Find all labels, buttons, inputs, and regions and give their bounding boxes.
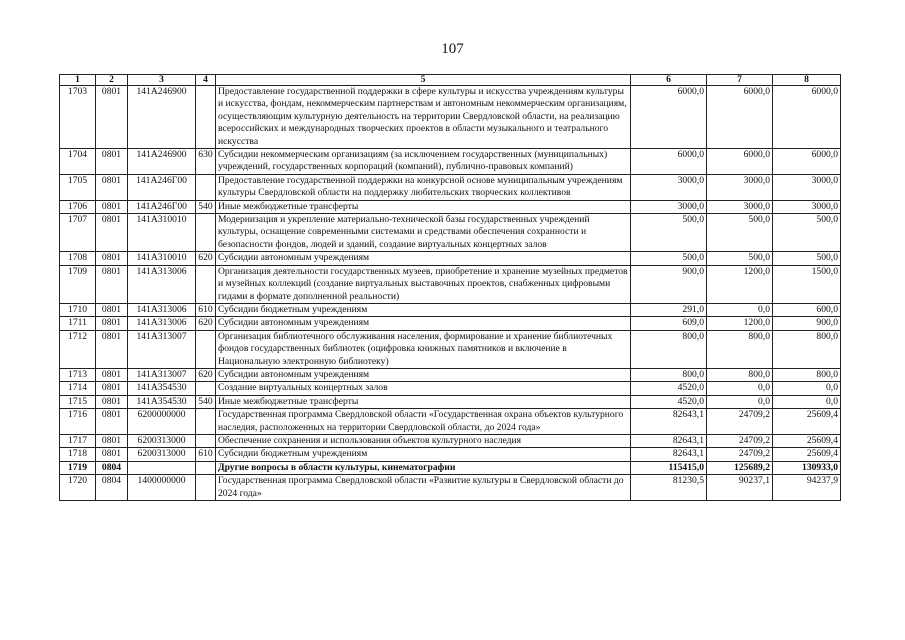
table-row — [60, 317, 841, 330]
amount-year2-cell: 24709,2 — [707, 434, 773, 447]
row-number-cell: 1703 — [60, 86, 96, 149]
header-cell: 3 — [128, 75, 196, 86]
section-code-cell: 0801 — [96, 86, 128, 149]
header-cell: 5 — [216, 75, 631, 86]
target-article-cell: 6200000000 — [128, 409, 196, 435]
target-article-cell: 141A313006 — [128, 317, 196, 330]
amount-year1-cell: 6000,0 — [631, 86, 707, 149]
table-row — [60, 382, 841, 395]
amount-year3-cell: 900,0 — [773, 317, 841, 330]
row-number-cell: 1713 — [60, 368, 96, 381]
row-number-cell: 1705 — [60, 174, 96, 200]
table-row — [60, 303, 841, 316]
amount-year1-cell: 3000,0 — [631, 200, 707, 213]
table-header-row — [60, 75, 841, 86]
description-cell: Иные межбюджетные трансферты — [216, 395, 631, 408]
table-row — [60, 252, 841, 265]
row-number-cell: 1707 — [60, 214, 96, 252]
amount-year1-cell: 6000,0 — [631, 149, 707, 175]
row-number-cell: 1719 — [60, 461, 96, 474]
header-cell: 8 — [773, 75, 841, 86]
amount-year3-cell: 800,0 — [773, 330, 841, 368]
row-number-cell: 1714 — [60, 382, 96, 395]
amount-year3-cell: 25609,4 — [773, 434, 841, 447]
table-row — [60, 475, 841, 501]
row-number-cell: 1706 — [60, 200, 96, 213]
amount-year1-cell: 800,0 — [631, 330, 707, 368]
description-cell: Создание виртуальных концертных залов — [216, 382, 631, 395]
amount-year3-cell: 800,0 — [773, 368, 841, 381]
amount-year1-cell: 609,0 — [631, 317, 707, 330]
section-code-cell: 0804 — [96, 461, 128, 474]
expense-type-cell: 610 — [196, 448, 216, 461]
expense-type-cell — [196, 475, 216, 501]
section-code-cell: 0804 — [96, 475, 128, 501]
amount-year3-cell: 600,0 — [773, 303, 841, 316]
amount-year3-cell: 25609,4 — [773, 448, 841, 461]
description-cell: Иные межбюджетные трансферты — [216, 200, 631, 213]
target-article-cell: 141A310010 — [128, 252, 196, 265]
table-row — [60, 434, 841, 447]
amount-year2-cell: 3000,0 — [707, 174, 773, 200]
section-code-cell: 0801 — [96, 368, 128, 381]
description-cell: Модернизация и укрепление материально-технической базы государственных учреждений культуры, оснащение современными системами и средствами обеспечения сохранности и безопасности фондов, людей и зданий, создание виртуальных концертных залов — [216, 214, 631, 252]
amount-year2-cell: 0,0 — [707, 382, 773, 395]
row-number-cell: 1712 — [60, 330, 96, 368]
target-article-cell: 141A354530 — [128, 382, 196, 395]
table-row — [60, 409, 841, 435]
amount-year3-cell: 1500,0 — [773, 265, 841, 303]
amount-year3-cell: 3000,0 — [773, 174, 841, 200]
section-code-cell: 0801 — [96, 434, 128, 447]
amount-year3-cell: 0,0 — [773, 382, 841, 395]
section-code-cell: 0801 — [96, 409, 128, 435]
table-row — [60, 330, 841, 368]
section-code-cell: 0801 — [96, 330, 128, 368]
target-article-cell: 141A246Г00 — [128, 174, 196, 200]
amount-year1-cell: 82643,1 — [631, 409, 707, 435]
table-row — [60, 368, 841, 381]
amount-year1-cell: 500,0 — [631, 214, 707, 252]
table-row — [60, 174, 841, 200]
amount-year2-cell: 500,0 — [707, 214, 773, 252]
amount-year2-cell: 24709,2 — [707, 409, 773, 435]
table-row — [60, 200, 841, 213]
table-row — [60, 86, 841, 149]
table-row — [60, 448, 841, 461]
amount-year1-cell: 4520,0 — [631, 395, 707, 408]
amount-year2-cell: 500,0 — [707, 252, 773, 265]
amount-year2-cell: 6000,0 — [707, 149, 773, 175]
target-article-cell: 141A313007 — [128, 368, 196, 381]
description-cell: Субсидии автономным учреждениям — [216, 252, 631, 265]
expense-type-cell: 620 — [196, 368, 216, 381]
row-number-cell: 1717 — [60, 434, 96, 447]
description-cell: Предоставление государственной поддержки на конкурсной основе муниципальным учреждениям культуры Свердловской области на поддержку любительских творческих коллективов — [216, 174, 631, 200]
description-cell: Государственная программа Свердловской области «Государственная охрана объектов культурного наследия, расположенных на территории Свердловской области, до 2024 года» — [216, 409, 631, 435]
row-number-cell: 1718 — [60, 448, 96, 461]
amount-year3-cell: 6000,0 — [773, 86, 841, 149]
description-cell: Субсидии бюджетным учреждениям — [216, 303, 631, 316]
section-code-cell: 0801 — [96, 265, 128, 303]
header-cell: 4 — [196, 75, 216, 86]
amount-year1-cell: 81230,5 — [631, 475, 707, 501]
amount-year2-cell: 6000,0 — [707, 86, 773, 149]
amount-year2-cell: 3000,0 — [707, 200, 773, 213]
table-row — [60, 395, 841, 408]
target-article-cell: 141A246Г00 — [128, 200, 196, 213]
description-cell: Субсидии автономным учреждениям — [216, 317, 631, 330]
target-article-cell — [128, 461, 196, 474]
amount-year3-cell: 6000,0 — [773, 149, 841, 175]
row-number-cell: 1715 — [60, 395, 96, 408]
row-number-cell: 1716 — [60, 409, 96, 435]
amount-year2-cell: 0,0 — [707, 395, 773, 408]
amount-year3-cell: 0,0 — [773, 395, 841, 408]
section-code-cell: 0801 — [96, 174, 128, 200]
section-code-cell: 0801 — [96, 149, 128, 175]
amount-year2-cell: 1200,0 — [707, 317, 773, 330]
target-article-cell: 141A310010 — [128, 214, 196, 252]
target-article-cell: 141A313006 — [128, 265, 196, 303]
amount-year1-cell: 500,0 — [631, 252, 707, 265]
table-row — [60, 265, 841, 303]
header-cell: 2 — [96, 75, 128, 86]
expense-type-cell — [196, 461, 216, 474]
description-cell: Организация деятельности государственных музеев, приобретение и хранение музейных предметов и музейных коллекций (создание виртуальных выставочных проектов, снабженных цифровыми гидами в формате дополненной реальности) — [216, 265, 631, 303]
page-number: 107 — [441, 41, 464, 57]
section-code-cell: 0801 — [96, 200, 128, 213]
amount-year2-cell: 800,0 — [707, 330, 773, 368]
amount-year1-cell: 900,0 — [631, 265, 707, 303]
expense-type-cell — [196, 409, 216, 435]
amount-year2-cell: 800,0 — [707, 368, 773, 381]
target-article-cell: 141A354530 — [128, 395, 196, 408]
description-cell: Обеспечение сохранения и использования объектов культурного наследия — [216, 434, 631, 447]
header-cell: 6 — [631, 75, 707, 86]
description-cell: Государственная программа Свердловской области «Развитие культуры в Свердловской области до 2024 года» — [216, 475, 631, 501]
section-code-cell: 0801 — [96, 252, 128, 265]
amount-year1-cell: 115415,0 — [631, 461, 707, 474]
row-number-cell: 1711 — [60, 317, 96, 330]
expense-type-cell: 620 — [196, 317, 216, 330]
expense-type-cell — [196, 86, 216, 149]
amount-year1-cell: 800,0 — [631, 368, 707, 381]
row-number-cell: 1720 — [60, 475, 96, 501]
description-cell: Предоставление государственной поддержки в сфере культуры и искусства учреждениям культуры и искусства, фондам, некоммерческим партнерствам и автономным некоммерческим организациям, осуществляющим культурную деятельность на территории Свердловской области, на реализацию всероссийских и международных творческих проектов в области музыкального и театрального искусства — [216, 86, 631, 149]
row-number-cell: 1710 — [60, 303, 96, 316]
amount-year1-cell: 4520,0 — [631, 382, 707, 395]
amount-year3-cell: 500,0 — [773, 214, 841, 252]
description-cell: Субсидии автономным учреждениям — [216, 368, 631, 381]
amount-year3-cell: 3000,0 — [773, 200, 841, 213]
expense-type-cell — [196, 434, 216, 447]
amount-year1-cell: 3000,0 — [631, 174, 707, 200]
description-cell: Субсидии некоммерческим организациям (за исключением государственных (муниципальных) учреждений, государственных корпораций (компаний), публично-правовых компаний) — [216, 149, 631, 175]
amount-year3-cell: 25609,4 — [773, 409, 841, 435]
amount-year2-cell: 1200,0 — [707, 265, 773, 303]
expense-type-cell — [196, 214, 216, 252]
amount-year1-cell: 82643,1 — [631, 448, 707, 461]
expense-type-cell: 540 — [196, 395, 216, 408]
amount-year3-cell: 500,0 — [773, 252, 841, 265]
row-number-cell: 1704 — [60, 149, 96, 175]
expense-type-cell: 540 — [196, 200, 216, 213]
row-number-cell: 1709 — [60, 265, 96, 303]
budget-table — [59, 74, 841, 501]
amount-year1-cell: 82643,1 — [631, 434, 707, 447]
expense-type-cell: 630 — [196, 149, 216, 175]
header-cell: 7 — [707, 75, 773, 86]
expense-type-cell — [196, 330, 216, 368]
target-article-cell: 141A246900 — [128, 149, 196, 175]
section-code-cell: 0801 — [96, 303, 128, 316]
amount-year2-cell: 0,0 — [707, 303, 773, 316]
amount-year2-cell: 90237,1 — [707, 475, 773, 501]
row-number-cell: 1708 — [60, 252, 96, 265]
target-article-cell: 6200313000 — [128, 448, 196, 461]
target-article-cell: 141A313006 — [128, 303, 196, 316]
target-article-cell: 141A313007 — [128, 330, 196, 368]
section-code-cell: 0801 — [96, 317, 128, 330]
description-cell: Организация библиотечного обслуживания населения, формирование и хранение библиотечных фондов государственных библиотек (оцифровка книжных памятников и включение в Национальную электронную библиотеку) — [216, 330, 631, 368]
table-row — [60, 149, 841, 175]
table-row — [60, 214, 841, 252]
expense-type-cell: 610 — [196, 303, 216, 316]
description-cell: Субсидии бюджетным учреждениям — [216, 448, 631, 461]
expense-type-cell: 620 — [196, 252, 216, 265]
amount-year3-cell: 94237,9 — [773, 475, 841, 501]
section-code-cell: 0801 — [96, 448, 128, 461]
amount-year2-cell: 24709,2 — [707, 448, 773, 461]
expense-type-cell — [196, 174, 216, 200]
header-cell: 1 — [60, 75, 96, 86]
section-code-cell: 0801 — [96, 395, 128, 408]
target-article-cell: 141A246900 — [128, 86, 196, 149]
section-code-cell: 0801 — [96, 382, 128, 395]
target-article-cell: 1400000000 — [128, 475, 196, 501]
description-cell: Другие вопросы в области культуры, кинематографии — [216, 461, 631, 474]
table-row — [60, 461, 841, 474]
expense-type-cell — [196, 382, 216, 395]
amount-year1-cell: 291,0 — [631, 303, 707, 316]
target-article-cell: 6200313000 — [128, 434, 196, 447]
amount-year2-cell: 125689,2 — [707, 461, 773, 474]
section-code-cell: 0801 — [96, 214, 128, 252]
amount-year3-cell: 130933,0 — [773, 461, 841, 474]
expense-type-cell — [196, 265, 216, 303]
